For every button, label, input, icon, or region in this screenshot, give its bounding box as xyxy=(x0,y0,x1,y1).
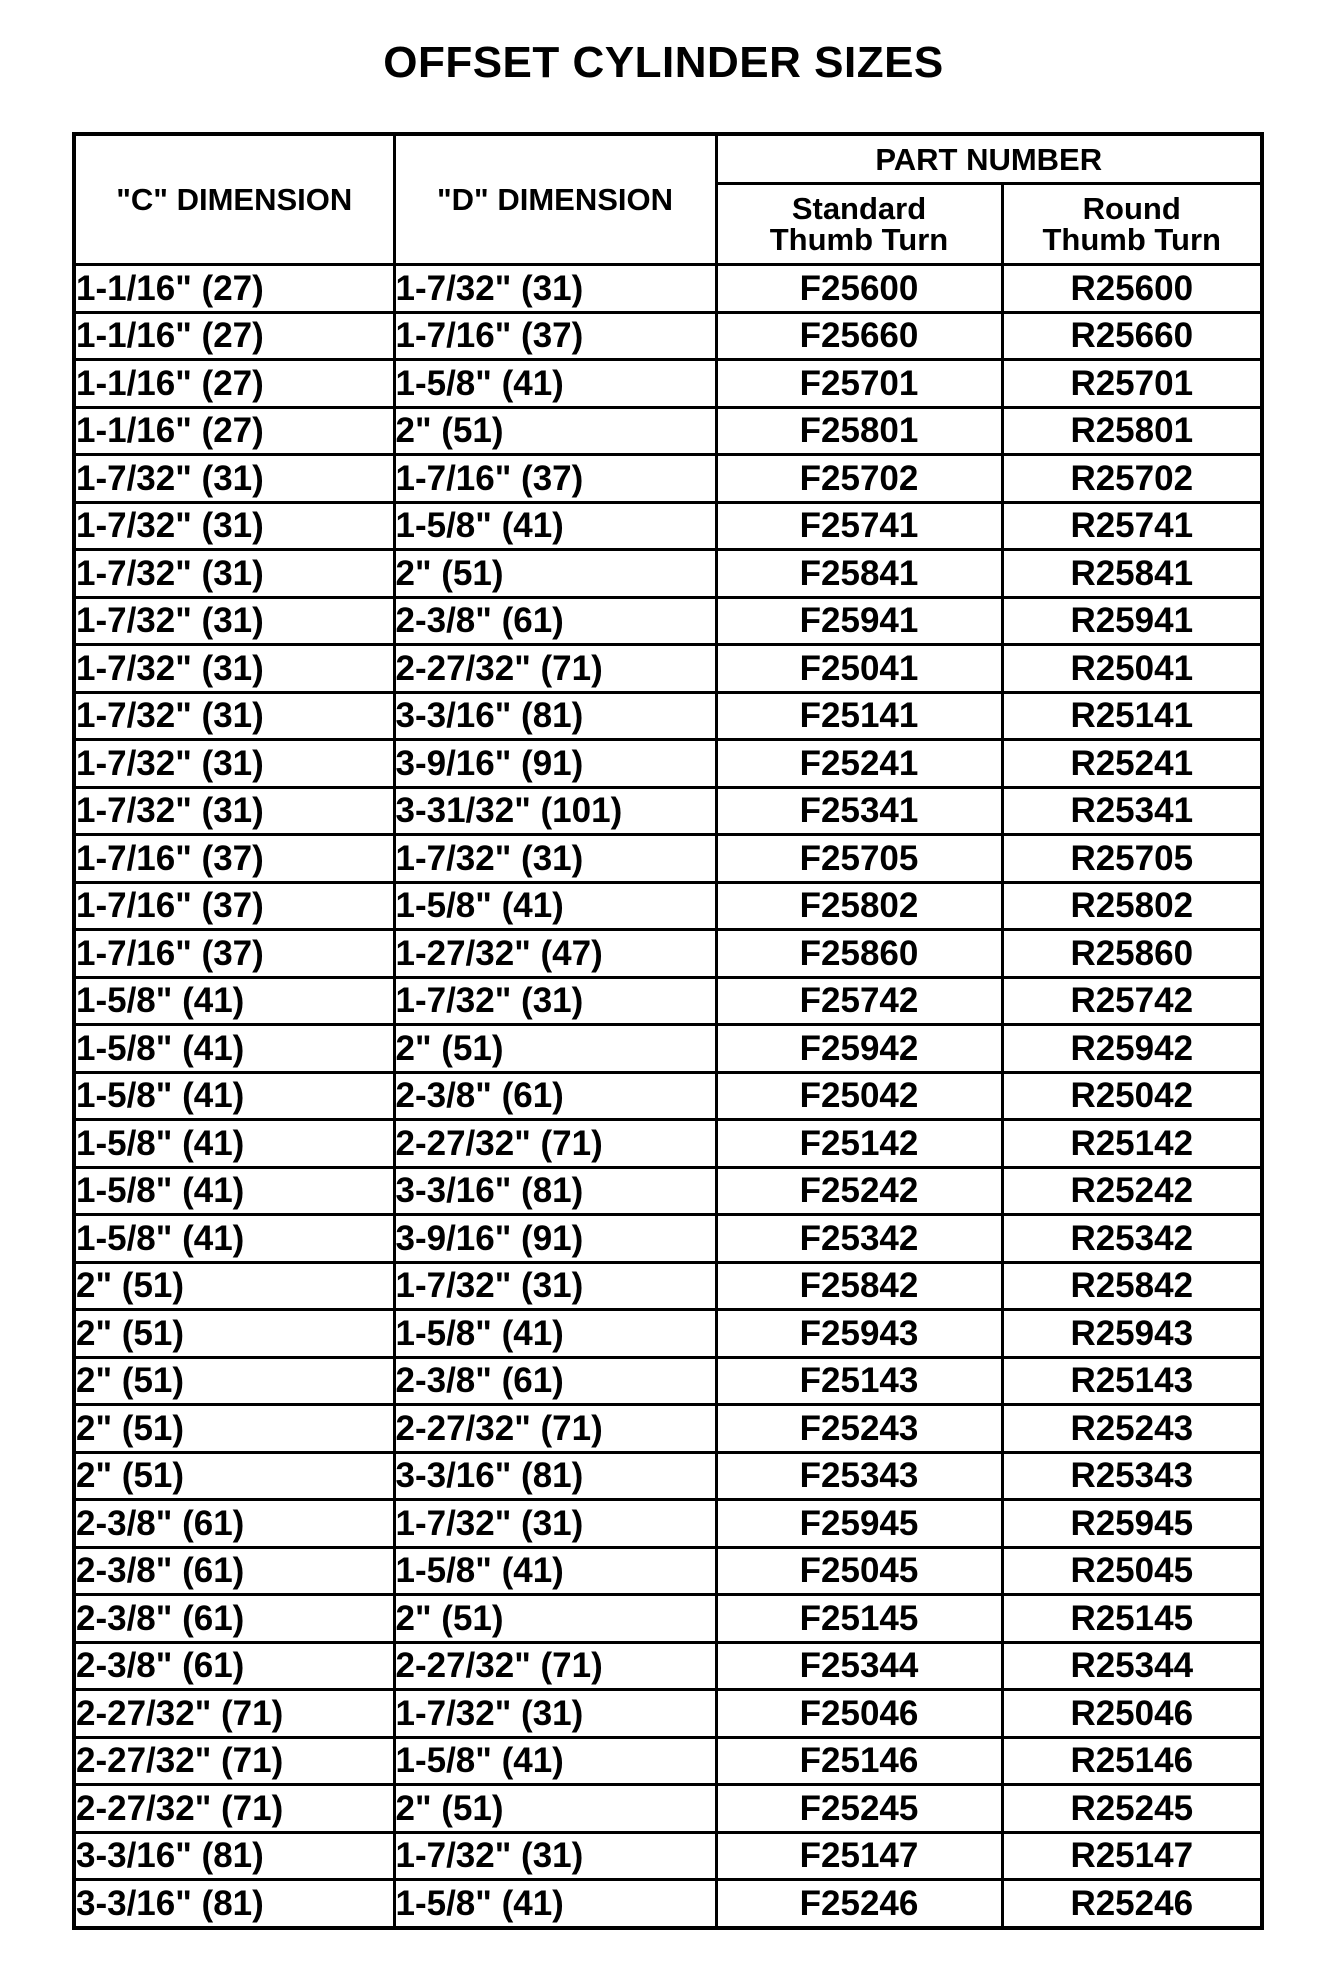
round-part-number-cell: R25041 xyxy=(1002,645,1262,693)
round-part-number-cell: R25045 xyxy=(1002,1547,1262,1595)
table-row xyxy=(74,1167,1262,1215)
round-part-number-cell: R25141 xyxy=(1002,692,1262,740)
d-dimension-cell: 2" (51) xyxy=(394,1595,716,1643)
round-part-number-cell: R25943 xyxy=(1002,1310,1262,1358)
standard-part-number-cell: F25702 xyxy=(716,455,1002,503)
c-dimension-cell: 2" (51) xyxy=(74,1357,394,1405)
standard-part-number-cell: F25141 xyxy=(716,692,1002,740)
table-row xyxy=(74,645,1262,693)
standard-header-line1: Standard xyxy=(791,191,927,226)
standard-part-number-cell: F25701 xyxy=(716,360,1002,408)
table-row xyxy=(74,265,1262,313)
d-dimension-cell: 1-7/32" (31) xyxy=(394,1690,716,1738)
d-dimension-cell: 2-27/32" (71) xyxy=(394,1642,716,1690)
c-dimension-cell: 1-7/32" (31) xyxy=(74,692,394,740)
d-dimension-cell: 1-7/32" (31) xyxy=(394,265,716,313)
d-dimension-cell: 2-27/32" (71) xyxy=(394,1120,716,1168)
c-dimension-cell: 1-7/16" (37) xyxy=(74,882,394,930)
standard-part-number-cell: F25742 xyxy=(716,977,1002,1025)
standard-part-number-cell: F25045 xyxy=(716,1547,1002,1595)
round-part-number-cell: R25242 xyxy=(1002,1167,1262,1215)
table-row xyxy=(74,740,1262,788)
table-row xyxy=(74,455,1262,503)
round-part-number-cell: R25945 xyxy=(1002,1500,1262,1548)
d-dimension-cell: 3-3/16" (81) xyxy=(394,692,716,740)
table-row xyxy=(74,1120,1262,1168)
round-part-number-cell: R25343 xyxy=(1002,1452,1262,1500)
standard-thumb-turn-header xyxy=(716,184,1002,265)
c-dimension-cell: 1-1/16" (27) xyxy=(74,407,394,455)
d-dimension-cell: 3-3/16" (81) xyxy=(394,1452,716,1500)
d-dimension-cell: 1-7/32" (31) xyxy=(394,1262,716,1310)
table-row xyxy=(74,1690,1262,1738)
standard-part-number-cell: F25042 xyxy=(716,1072,1002,1120)
standard-part-number-cell: F25146 xyxy=(716,1737,1002,1785)
table-row xyxy=(74,882,1262,930)
round-header-line2: Thumb Turn xyxy=(1042,222,1221,257)
round-part-number-cell: R25046 xyxy=(1002,1690,1262,1738)
d-dimension-cell: 1-7/16" (37) xyxy=(394,455,716,503)
round-header-line1: Round xyxy=(1082,191,1181,226)
standard-part-number-cell: F25660 xyxy=(716,312,1002,360)
d-dimension-cell: 1-7/32" (31) xyxy=(394,835,716,883)
d-dimension-cell: 3-9/16" (91) xyxy=(394,740,716,788)
table-row xyxy=(74,1642,1262,1690)
standard-part-number-cell: F25741 xyxy=(716,502,1002,550)
c-dimension-cell: 1-5/8" (41) xyxy=(74,1120,394,1168)
standard-part-number-cell: F25145 xyxy=(716,1595,1002,1643)
c-dimension-cell: 2-27/32" (71) xyxy=(74,1785,394,1833)
standard-part-number-cell: F25341 xyxy=(716,787,1002,835)
round-part-number-cell: R25341 xyxy=(1002,787,1262,835)
standard-part-number-cell: F25344 xyxy=(716,1642,1002,1690)
c-dimension-cell: 1-7/32" (31) xyxy=(74,645,394,693)
c-dimension-cell: 1-7/32" (31) xyxy=(74,597,394,645)
table-row xyxy=(74,360,1262,408)
d-dimension-cell: 1-7/16" (37) xyxy=(394,312,716,360)
table-row xyxy=(74,1072,1262,1120)
standard-part-number-cell: F25147 xyxy=(716,1832,1002,1880)
round-part-number-cell: R25942 xyxy=(1002,1025,1262,1073)
part-number-header: PART NUMBER xyxy=(716,134,1262,184)
standard-header-line2: Thumb Turn xyxy=(769,222,949,257)
standard-part-number-cell: F25842 xyxy=(716,1262,1002,1310)
c-dimension-cell: 1-7/32" (31) xyxy=(74,787,394,835)
c-dimension-cell: 1-7/16" (37) xyxy=(74,930,394,978)
table-row xyxy=(74,930,1262,978)
table-row xyxy=(74,1737,1262,1785)
d-dimension-cell: 2-27/32" (71) xyxy=(394,1405,716,1453)
table-row xyxy=(74,597,1262,645)
round-part-number-cell: R25143 xyxy=(1002,1357,1262,1405)
table-row xyxy=(74,1452,1262,1500)
round-part-number-cell: R25742 xyxy=(1002,977,1262,1025)
c-dimension-cell: 1-7/32" (31) xyxy=(74,740,394,788)
c-dimension-cell: 3-3/16" (81) xyxy=(74,1832,394,1880)
round-part-number-cell: R25146 xyxy=(1002,1737,1262,1785)
standard-part-number-cell: F25705 xyxy=(716,835,1002,883)
table-row xyxy=(74,502,1262,550)
d-dimension-cell: 2" (51) xyxy=(394,550,716,598)
round-part-number-cell: R25344 xyxy=(1002,1642,1262,1690)
c-dimension-cell: 1-7/16" (37) xyxy=(74,835,394,883)
c-dimension-cell: 1-7/32" (31) xyxy=(74,455,394,503)
standard-part-number-cell: F25241 xyxy=(716,740,1002,788)
round-part-number-cell: R25841 xyxy=(1002,550,1262,598)
round-part-number-cell: R25042 xyxy=(1002,1072,1262,1120)
table-row xyxy=(74,1405,1262,1453)
round-part-number-cell: R25246 xyxy=(1002,1880,1262,1928)
standard-part-number-cell: F25600 xyxy=(716,265,1002,313)
d-dimension-cell: 2" (51) xyxy=(394,1785,716,1833)
c-dimension-cell: 2-3/8" (61) xyxy=(74,1595,394,1643)
round-part-number-cell: R25660 xyxy=(1002,312,1262,360)
standard-part-number-cell: F25342 xyxy=(716,1215,1002,1263)
table-row xyxy=(74,1357,1262,1405)
standard-part-number-cell: F25142 xyxy=(716,1120,1002,1168)
d-dimension-cell: 2-3/8" (61) xyxy=(394,1072,716,1120)
round-part-number-cell: R25741 xyxy=(1002,502,1262,550)
round-part-number-cell: R25860 xyxy=(1002,930,1262,978)
c-dimension-cell: 2" (51) xyxy=(74,1262,394,1310)
table-row xyxy=(74,1215,1262,1263)
standard-part-number-cell: F25041 xyxy=(716,645,1002,693)
standard-part-number-cell: F25943 xyxy=(716,1310,1002,1358)
d-dimension-cell: 1-7/32" (31) xyxy=(394,1500,716,1548)
c-dimension-cell: 1-7/32" (31) xyxy=(74,502,394,550)
c-dimension-cell: 1-5/8" (41) xyxy=(74,1025,394,1073)
c-dimension-cell: 1-5/8" (41) xyxy=(74,1072,394,1120)
standard-part-number-cell: F25242 xyxy=(716,1167,1002,1215)
c-dimension-cell: 3-3/16" (81) xyxy=(74,1880,394,1928)
d-dimension-cell: 1-5/8" (41) xyxy=(394,1547,716,1595)
table-row xyxy=(74,835,1262,883)
d-dimension-cell: 1-5/8" (41) xyxy=(394,882,716,930)
round-part-number-cell: R25842 xyxy=(1002,1262,1262,1310)
round-part-number-cell: R25802 xyxy=(1002,882,1262,930)
c-dimension-cell: 1-1/16" (27) xyxy=(74,265,394,313)
round-part-number-cell: R25801 xyxy=(1002,407,1262,455)
table-row xyxy=(74,1262,1262,1310)
standard-part-number-cell: F25245 xyxy=(716,1785,1002,1833)
d-dimension-cell: 2-27/32" (71) xyxy=(394,645,716,693)
round-part-number-cell: R25702 xyxy=(1002,455,1262,503)
table-row xyxy=(74,1595,1262,1643)
d-dimension-cell: 1-27/32" (47) xyxy=(394,930,716,978)
table-row xyxy=(74,550,1262,598)
c-dimension-cell: 2-3/8" (61) xyxy=(74,1500,394,1548)
c-dimension-cell: 2-27/32" (71) xyxy=(74,1737,394,1785)
round-part-number-cell: R25243 xyxy=(1002,1405,1262,1453)
round-part-number-cell: R25147 xyxy=(1002,1832,1262,1880)
c-dimension-cell: 1-1/16" (27) xyxy=(74,360,394,408)
table-header xyxy=(74,134,1262,265)
table-row xyxy=(74,1025,1262,1073)
round-part-number-cell: R25941 xyxy=(1002,597,1262,645)
d-dimension-header: "D" DIMENSION xyxy=(394,134,716,265)
round-thumb-turn-header xyxy=(1002,184,1262,265)
round-part-number-cell: R25705 xyxy=(1002,835,1262,883)
standard-part-number-cell: F25860 xyxy=(716,930,1002,978)
table-row xyxy=(74,1310,1262,1358)
table-row xyxy=(74,312,1262,360)
c-dimension-cell: 1-1/16" (27) xyxy=(74,312,394,360)
d-dimension-cell: 2-3/8" (61) xyxy=(394,597,716,645)
d-dimension-cell: 3-9/16" (91) xyxy=(394,1215,716,1263)
c-dimension-cell: 1-5/8" (41) xyxy=(74,977,394,1025)
c-dimension-header: "C" DIMENSION xyxy=(74,134,394,265)
c-dimension-cell: 2-27/32" (71) xyxy=(74,1690,394,1738)
round-part-number-cell: R25245 xyxy=(1002,1785,1262,1833)
d-dimension-cell: 1-5/8" (41) xyxy=(394,360,716,408)
d-dimension-cell: 1-5/8" (41) xyxy=(394,1310,716,1358)
d-dimension-cell: 1-7/32" (31) xyxy=(394,977,716,1025)
round-part-number-cell: R25600 xyxy=(1002,265,1262,313)
d-dimension-cell: 2-3/8" (61) xyxy=(394,1357,716,1405)
table-row xyxy=(74,787,1262,835)
d-dimension-cell: 2" (51) xyxy=(394,407,716,455)
standard-part-number-cell: F25945 xyxy=(716,1500,1002,1548)
c-dimension-cell: 2-3/8" (61) xyxy=(74,1642,394,1690)
c-dimension-cell: 2" (51) xyxy=(74,1405,394,1453)
cylinder-sizes-table xyxy=(72,132,1264,1930)
table-row xyxy=(74,1832,1262,1880)
table-row xyxy=(74,692,1262,740)
standard-part-number-cell: F25942 xyxy=(716,1025,1002,1073)
standard-part-number-cell: F25243 xyxy=(716,1405,1002,1453)
standard-part-number-cell: F25343 xyxy=(716,1452,1002,1500)
d-dimension-cell: 1-5/8" (41) xyxy=(394,1737,716,1785)
standard-part-number-cell: F25941 xyxy=(716,597,1002,645)
round-part-number-cell: R25342 xyxy=(1002,1215,1262,1263)
table-row xyxy=(74,1500,1262,1548)
header-row-top xyxy=(74,134,1262,184)
d-dimension-cell: 3-31/32" (101) xyxy=(394,787,716,835)
table-row xyxy=(74,977,1262,1025)
c-dimension-cell: 1-5/8" (41) xyxy=(74,1167,394,1215)
d-dimension-cell: 1-7/32" (31) xyxy=(394,1832,716,1880)
standard-part-number-cell: F25143 xyxy=(716,1357,1002,1405)
c-dimension-cell: 1-7/32" (31) xyxy=(74,550,394,598)
table-row xyxy=(74,1880,1262,1928)
table-row xyxy=(74,1785,1262,1833)
standard-part-number-cell: F25801 xyxy=(716,407,1002,455)
d-dimension-cell: 3-3/16" (81) xyxy=(394,1167,716,1215)
c-dimension-cell: 2-3/8" (61) xyxy=(74,1547,394,1595)
table-body xyxy=(74,265,1262,1928)
c-dimension-cell: 1-5/8" (41) xyxy=(74,1215,394,1263)
d-dimension-cell: 1-5/8" (41) xyxy=(394,1880,716,1928)
c-dimension-cell: 2" (51) xyxy=(74,1310,394,1358)
table-row xyxy=(74,1547,1262,1595)
standard-part-number-cell: F25246 xyxy=(716,1880,1002,1928)
standard-part-number-cell: F25841 xyxy=(716,550,1002,598)
round-part-number-cell: R25241 xyxy=(1002,740,1262,788)
round-part-number-cell: R25701 xyxy=(1002,360,1262,408)
round-part-number-cell: R25142 xyxy=(1002,1120,1262,1168)
standard-part-number-cell: F25802 xyxy=(716,882,1002,930)
standard-part-number-cell: F25046 xyxy=(716,1690,1002,1738)
d-dimension-cell: 2" (51) xyxy=(394,1025,716,1073)
d-dimension-cell: 1-5/8" (41) xyxy=(394,502,716,550)
round-part-number-cell: R25145 xyxy=(1002,1595,1262,1643)
c-dimension-cell: 2" (51) xyxy=(74,1452,394,1500)
table-row xyxy=(74,407,1262,455)
page-title: OFFSET CYLINDER SIZES xyxy=(383,38,944,87)
